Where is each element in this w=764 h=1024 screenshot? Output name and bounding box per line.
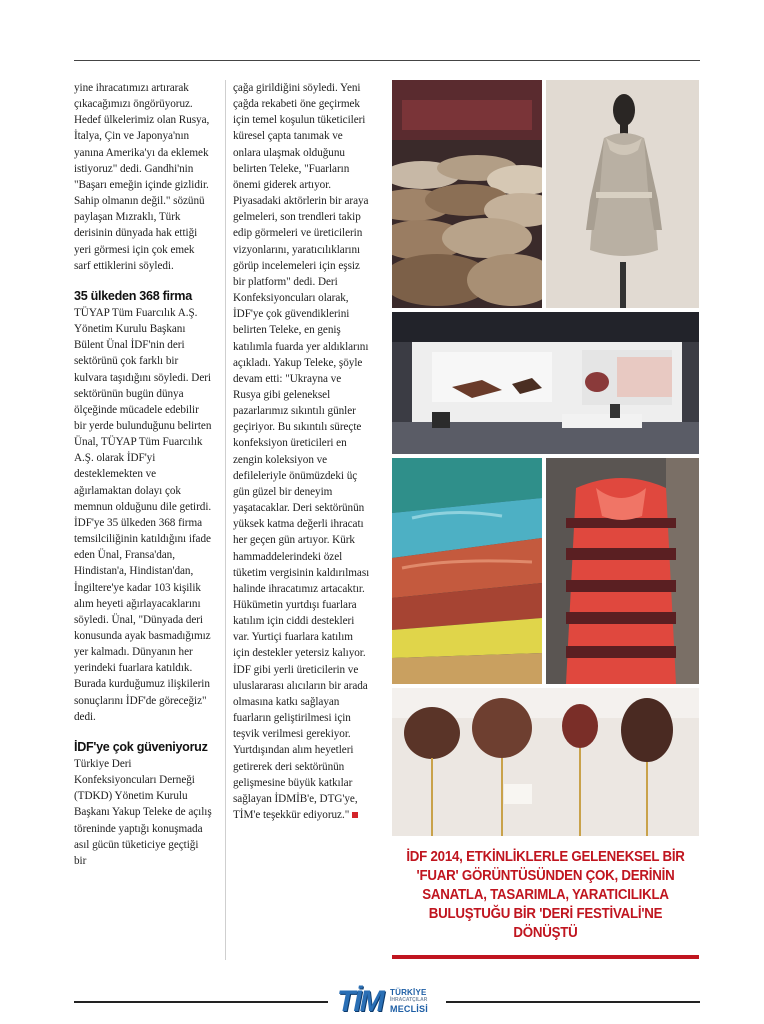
photo-exhibition-hall xyxy=(392,312,699,454)
top-rule xyxy=(74,60,700,61)
article-column-1 xyxy=(74,80,212,869)
photo-colorful-leathers xyxy=(392,458,542,684)
col1-paragraph-2: TÜYAP Tüm Fuarcılık A.Ş. Yönetim Kurulu Başkanı Bülent Ünal İDF'nin deri sektörünü çok farklı bir kulvara taşıdığını söyledi. Deri sektörünün bugün dünya ölçeğinde mücadele edebilir bir yerde bulunduğunu belirten Ünal, TÜYAP Tüm Fuarcılık A.Ş. olarak İDF'yi desteklemekten ve ağırlamaktan dolayı çok memnun olduğunu dile getirdi. İDF'ye 35 ülkeden 368 firma temsilciliğinin katıldığını ifade eden Ünal, Fransa'dan, Hindistan'a, Hindistan'dan, İngiltere'ye kadar 103 kişilik alım heyeti ağırlayacaklarını söyledi. Ünal, "Dünyada deri konusunda ayak basmadığımız yer kalmadı. Dünyanın her yerindeki fuarlara katıldık. Burada kurduğumuz ilişkilerin sonuçlarını İDF'de göreceğiz" dedi. xyxy=(74,306,212,723)
caption-underline xyxy=(392,955,699,959)
article-column-2 xyxy=(233,80,371,823)
col1-paragraph-1: yine ihracatımızı artırarak çıkacağımızı öngörüyoruz. Hedef ülkelerimiz olan Rusya, İtalya, Çin ve Japonya'nın yanına Amerika'yı da eklemek istiyoruz" dedi. Gandhi'nin "Başarı emeğin içinde gizlidir. Sahip olmanın değil." sözünü paylaşan Mızraklı, Türk derisinin dünyada hak ettiği yeri görmesi için çok emek sarf ettiklerini söyledi. xyxy=(74,82,210,272)
photo-caption: İDF 2014, ETKİNLİKLERLE GELENEKSEL BİR 'FUAR' GÖRÜNTÜSÜNDEN ÇOK, DERİNİN SANATLA, TASARIMLA, YARATICILIKLA BULUŞTUĞU BİR 'DERİ FESTİVALİ'NE DÖNÜŞTÜ xyxy=(406,849,685,941)
subheading-35-countries: 35 ülkeden 368 firma xyxy=(74,288,192,303)
footer-rule-right xyxy=(446,1001,700,1003)
tim-logo xyxy=(337,985,437,1019)
logo-line-3: MECLİSİ xyxy=(390,1004,428,1014)
photo-mannequin-light-coat xyxy=(546,80,699,308)
tim-logo-words xyxy=(390,988,438,1014)
col2-paragraph-text: çağa girildiğini söyledi. Yeni çağda rekabeti öne geçirmek için temel koşulun tüketicileri küresel çapta tanımak ve onlara ulaşmak olduğunu belirten Teleke, "Fuarların önemi giderek artıyor. Piyasadaki aktörlerin bir araya gelmeleri, son trendleri takip edip görmeleri ve üreticilerin vizyonlarını, yaratıcılıklarını görüp incelemeleri için eşsiz bir platform" dedi. Deri Konfeksiyoncuları olarak, İDF'ye çok güvendiklerini belirten Teleke, en geniş katılımla fuarda yer aldıklarını açıkladı. Yakup Teleke, şöyle devam etti: "Ukrayna ve Rusya gibi geleneksel pazarlarımız sıkıntılı günler geçiriyor. Bu sıkıntılı süreçte konfeksiyon üreticileri en zengin koleksiyon ve defileleriyle önümüzdeki üç gün güzel bir deneyim yaşatacaklar. Deri sektörünün yüksek katma değerli ihracatı her geçen gün artıyor. Kürk hammaddelerindeki özel tüketim vergisinin kaldırılması halinde ihracatımız artacaktır. Hükümetin yurtdışı fuarlara katılım için ciddi destekleri var. Yurtiçi fuarlara katılım için destekler yetersiz kalıyor. İDF gibi yerli üreticilerin ve uluslararası alıcıların bir arada olmasına katkı sağlayan fuarların geliştirilmesi için teşvik verilmesi gerekiyor. Yurtdışından alım heyetleri getirerek deri sektörünün gelişmesine büyük katkılar sağlayan İDMİB'e, DTG'ye, TİM'e teşekkür ediyoruz." xyxy=(233,82,370,822)
photo-fur-rolls xyxy=(392,80,542,308)
footer-rule-left xyxy=(74,1001,328,1003)
photo-fur-hats-on-stands xyxy=(392,688,699,836)
column-separator xyxy=(225,80,226,960)
logo-line-2: İHRACATÇILAR xyxy=(390,997,428,1003)
col2-paragraph-1 xyxy=(233,80,371,823)
subheading-trust-idf: İDF'ye çok güveniyoruz xyxy=(74,739,208,754)
logo-line-1: TÜRKİYE xyxy=(390,988,427,997)
tim-logo-mark: TİM xyxy=(337,985,383,1018)
end-of-article-mark xyxy=(352,812,358,818)
col1-paragraph-3: Türkiye Deri Konfeksiyoncuları Derneği (TDKD) Yönetim Kurulu Başkanı Yakup Teleke de açılış töreninde yaptığı konuşmada asıl gücün tüketiciye geçtiği bir xyxy=(74,757,212,867)
photo-striped-fur-jacket xyxy=(546,458,699,684)
